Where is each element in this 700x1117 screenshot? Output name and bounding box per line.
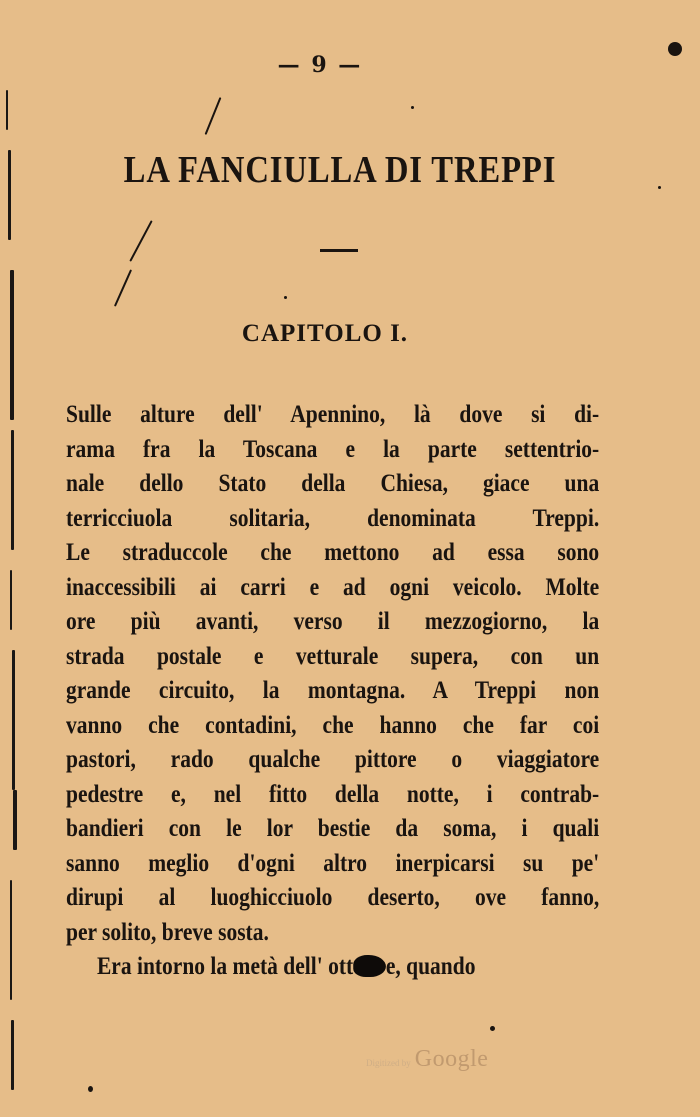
ink-speck [88,1086,93,1092]
ink-speck [284,296,287,299]
text-line: pedestre e, nel fitto della notte, i contrab- [66,780,600,808]
text-line: vanno che contadini, che hanno che far coi [66,711,600,739]
text-fragment: e, quando [385,953,476,980]
text-line: rama fra la Toscana e la parte settentrio- [66,435,600,463]
text-line: Le straduccole che mettono ad essa sono [66,539,600,566]
body-paragraph [66,398,601,985]
digitized-watermark [366,1046,488,1073]
stray-mark [129,220,152,262]
text-line: nale dello Stato della Chiesa, giace una [66,470,600,497]
stray-mark [114,269,132,306]
text-line: per solito, breve sosta. [66,918,269,946]
text-line: sanno meglio d'ogni altro inerpicarsi su pe' [66,849,600,877]
ink-speck [668,42,682,56]
ink-speck [490,1026,495,1031]
ink-speck [658,186,661,189]
google-logo: Google [414,1046,489,1072]
text-line: bandieri con le lor bestie da soma, i quali [66,815,600,842]
ink-blot [353,955,386,977]
title-divider [320,249,358,252]
text-line-last [66,950,599,985]
text-line: grande circuito, la montagna. A Treppi non [66,677,600,704]
text-fragment: Era intorno la metà dell' ott [96,953,354,980]
binding-edge [4,90,18,1090]
text-line: ore più avanti, verso il mezzogiorno, la [66,608,600,635]
watermark-prefix: Digitized by [366,1058,411,1068]
text-line: Sulle alture dell' Apennino, là dove si di- [66,401,600,428]
page-number: — 9 — [277,52,363,78]
ink-speck [411,106,414,109]
text-line: terricciuola solitaria, denominata Treppi. [66,504,600,532]
page-title: LA FANCIULLA DI TREPPI [123,149,557,191]
chapter-heading: CAPITOLO I. [241,320,409,347]
text-line: pastori, rado qualche pittore o viaggiatore [66,746,600,773]
text-line: inaccessibili ai carri e ad ogni veicolo. Molte [66,573,600,601]
text-line: dirupi al luoghicciuolo deserto, ove fanno, [66,884,600,911]
stray-mark [205,97,222,135]
text-line: strada postale e vetturale supera, con un [66,642,600,670]
